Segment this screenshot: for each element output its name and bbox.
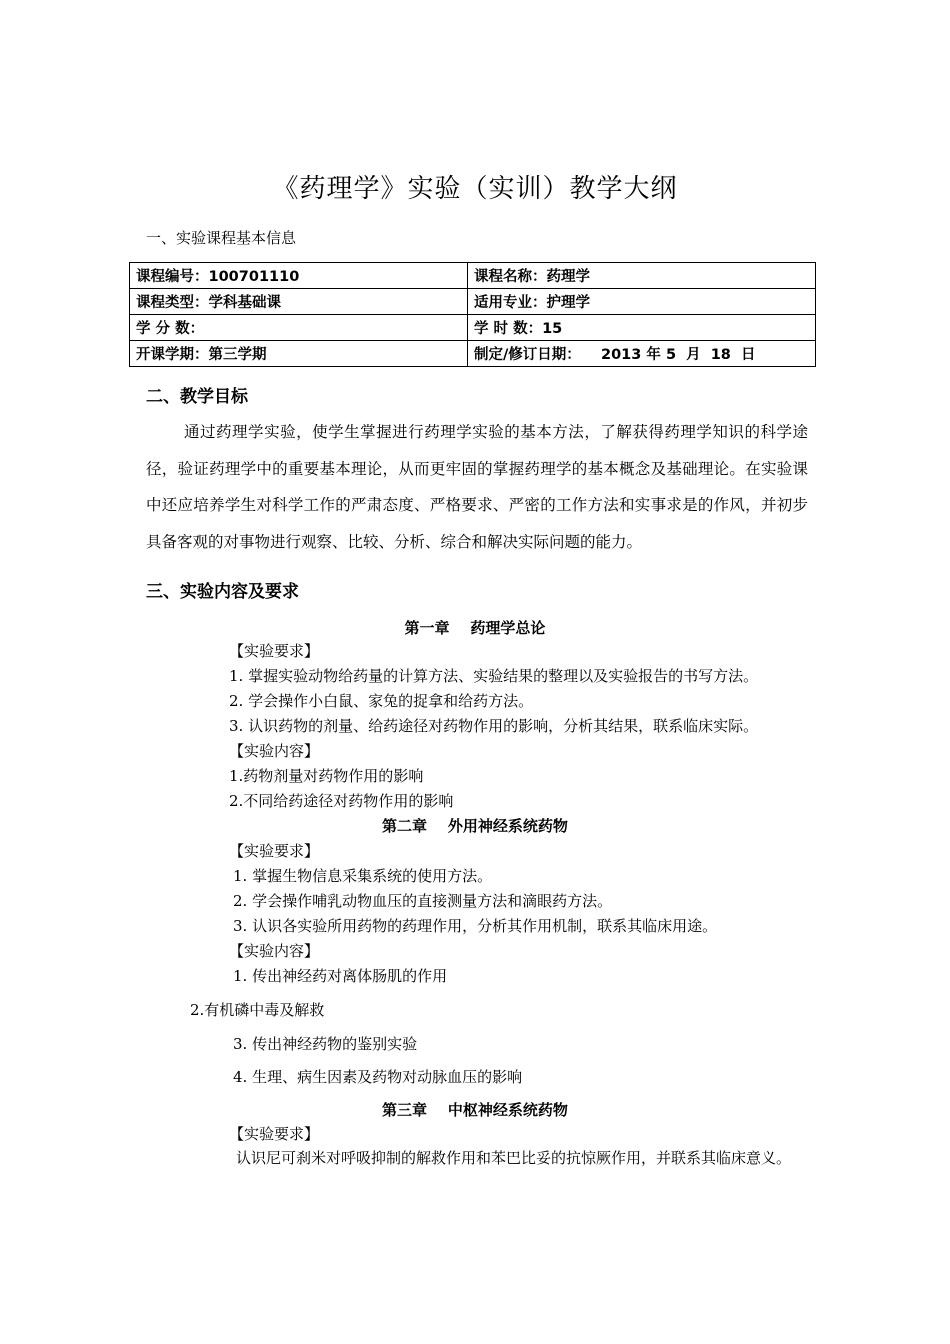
table-cell: 制定/修订日期： 2013 年 5 月 18 日 — [468, 341, 816, 367]
list-item: 1. 掌握生物信息采集系统的使用方法。 — [233, 867, 493, 885]
ch1-content-label: 【实验内容】 — [229, 742, 320, 760]
table-cell: 课程名称：药理学 — [468, 263, 816, 289]
ch3-requirements-text: 认识尼可刹米对呼吸抑制的解救作用和苯巴比妥的抗惊厥作用，并联系其临床意义。 — [236, 1149, 792, 1167]
table-cell: 课程编号：100701110 — [130, 263, 468, 289]
section-heading-content: 三、实验内容及要求 — [146, 582, 299, 602]
table-cell: 适用专业：护理学 — [468, 289, 816, 315]
list-item: 1.药物剂量对药物作用的影响 — [229, 767, 424, 785]
course-info-table — [129, 262, 816, 367]
table-cell: 课程类型：学科基础课 — [130, 289, 468, 315]
chapter-3-title: 第三章 中枢神经系统药物 — [382, 1101, 568, 1119]
table-row — [130, 315, 816, 341]
list-item: 3. 认识各实验所用药物的药理作用，分析其作用机制，联系其临床用途。 — [233, 917, 718, 935]
ch2-content-label: 【实验内容】 — [229, 942, 320, 960]
section-heading-basic-info: 一、实验课程基本信息 — [146, 229, 297, 247]
ch3-requirements-label: 【实验要求】 — [229, 1125, 320, 1143]
section-heading-objectives: 二、教学目标 — [146, 387, 248, 407]
ch2-requirements-label: 【实验要求】 — [229, 842, 320, 860]
table-row — [130, 341, 816, 367]
table-cell: 学 时 数：15 — [468, 315, 816, 341]
list-item: 3. 认识药物的剂量、给药途径对药物作用的影响，分析其结果，联系临床实际。 — [229, 717, 759, 735]
table-row — [130, 263, 816, 289]
chapter-2-title: 第二章 外用神经系统药物 — [382, 817, 568, 835]
list-item: 2. 学会操作小白鼠、家兔的捉拿和给药方法。 — [229, 692, 534, 710]
table-cell: 开课学期：第三学期 — [130, 341, 468, 367]
list-item: 3. 传出神经药物的鉴别实验 — [233, 1035, 418, 1053]
table-cell: 学 分 数： — [130, 315, 468, 341]
list-item: 2.有机磷中毒及解救 — [190, 1001, 325, 1019]
objective-paragraph: 通过药理学实验，使学生掌握进行药理学实验的基本方法，了解获得药理学知识的科学途径，验证药理学中的重要基本理论，从而更牢固的掌握药理学的基本概念及基础理论。在实验课中还应培养学生对科学工作的严肃态度、严格要求、严密的工作方法和实事求是的作风，并初步具备客观的对事物进行观察、比较、分析、综合和解决实际问题的能力。 — [146, 423, 808, 551]
document-title: 《药理学》实验（实训）教学大纲 — [272, 174, 678, 204]
list-item: 1. 掌握实验动物给药量的计算方法、实验结果的整理以及实验报告的书写方法。 — [229, 667, 759, 685]
list-item: 4. 生理、病生因素及药物对动脉血压的影响 — [233, 1068, 523, 1086]
chapter-1-title: 第一章 药理学总论 — [404, 619, 546, 637]
ch1-requirements-label: 【实验要求】 — [229, 642, 320, 660]
table-row — [130, 289, 816, 315]
list-item: 1. 传出神经药对离体肠肌的作用 — [233, 967, 448, 985]
list-item: 2. 学会操作哺乳动物血压的直接测量方法和滴眼药方法。 — [233, 892, 613, 910]
list-item: 2.不同给药途径对药物作用的影响 — [229, 792, 454, 810]
